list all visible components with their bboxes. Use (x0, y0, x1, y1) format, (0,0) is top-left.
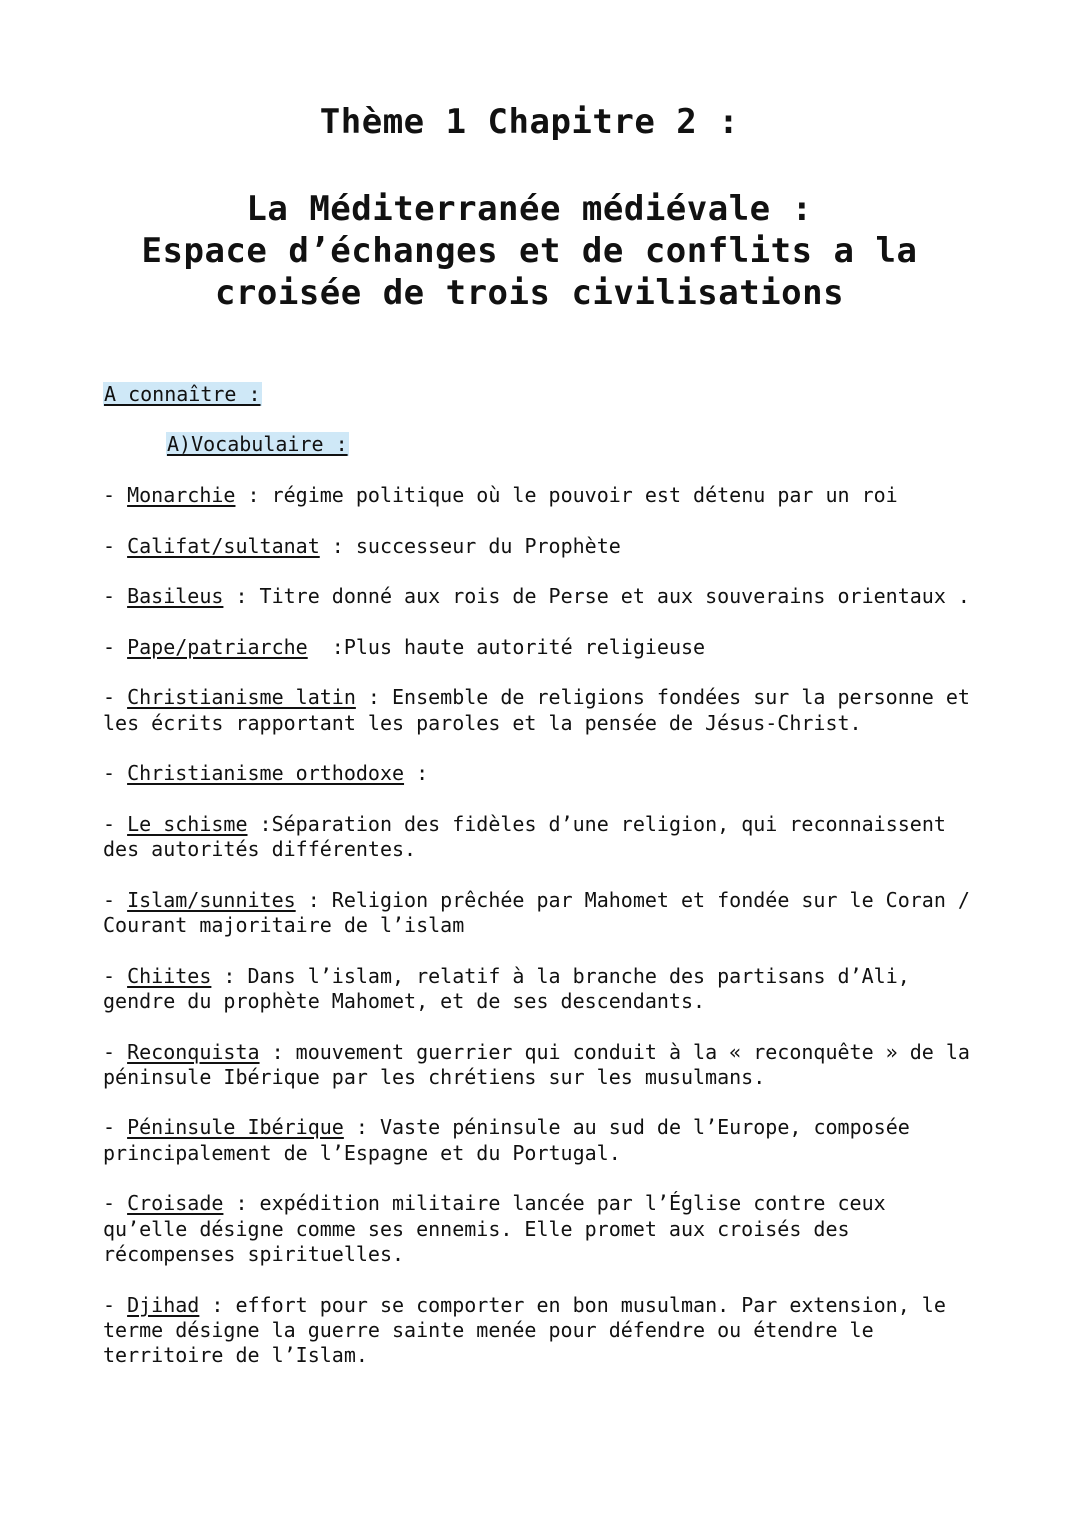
vocab-dash: - (103, 533, 128, 558)
vocab-term: Péninsule Ibérique (127, 1115, 344, 1140)
vocab-dash: - (103, 634, 128, 659)
vocab-definition: : expédition militaire lancée par l’Église contre ceux qu’elle désigne comme ses ennemis. Elle promet aux croisés des récompenses spirituelles. (103, 1191, 886, 1266)
section-heading-text: A connaître : (104, 382, 261, 406)
vocab-term: Califat/sultanat (127, 533, 320, 558)
vocab-dash: - (103, 1115, 128, 1140)
vocabulary-item (103, 685, 973, 736)
chapter-title: Thème 1 Chapitre 2 : (319, 102, 740, 142)
main-title-line: La Méditerranée médiévale : (246, 189, 813, 229)
vocabulary-item (103, 1115, 973, 1166)
vocab-dash: - (103, 1292, 128, 1317)
vocab-definition: : Dans l’islam, relatif à la branche des partisans d’Ali, gendre du prophète Mahomet, et de ses descendants. (103, 963, 910, 1013)
vocab-definition: :Plus haute autorité religieuse (307, 634, 706, 659)
vocab-dash: - (103, 584, 128, 609)
vocab-dash: - (103, 811, 128, 836)
vocabulary-item (103, 964, 973, 1015)
vocab-dash: - (103, 1039, 128, 1064)
vocabulary-item (103, 812, 973, 863)
vocabulary-item (103, 635, 973, 660)
vocabulary-item (103, 761, 973, 786)
vocab-definition: : Vaste péninsule au sud de l’Europe, composée principalement de l’Espagne et du Portugal. (103, 1115, 910, 1165)
subsection-heading-text: A)Vocabulaire : (167, 432, 348, 456)
vocab-dash: - (103, 685, 128, 710)
vocabulary-item (103, 1040, 973, 1091)
vocab-dash: - (103, 1191, 128, 1216)
vocab-definition: : Ensemble de religions fondées sur la personne et les écrits rapportant les paroles et la pensée de Jésus-Christ. (103, 685, 970, 735)
subsection-heading (166, 431, 349, 457)
vocab-term: Le schisme (127, 811, 248, 836)
vocab-term: Monarchie (127, 483, 236, 507)
vocabulary-list (103, 483, 973, 1394)
vocab-definition: : régime politique où le pouvoir est détenu par un roi (235, 483, 898, 507)
vocab-definition: : Religion prêchée par Mahomet et fondée sur le Coran / Courant majoritaire de l’islam (103, 887, 970, 938)
vocab-definition: : mouvement guerrier qui conduit à la « reconquête » de la péninsule Ibérique par les chrétiens sur les musulmans. (103, 1039, 970, 1089)
vocab-term: Christianisme orthodoxe (127, 761, 405, 786)
main-title-line: Espace d’échanges et de conflits a la (141, 231, 918, 271)
vocabulary-item (103, 1191, 973, 1267)
vocab-term: Croisade (127, 1191, 224, 1216)
vocab-dash: - (103, 887, 128, 912)
vocab-definition: : effort pour se comporter en bon musulman. Par extension, le terme désigne la guerre sainte menée pour défendre ou étendre le territoire de l’Islam. (103, 1292, 946, 1368)
section-heading (103, 381, 262, 407)
vocab-dash: - (103, 761, 128, 786)
vocab-definition: : Titre donné aux rois de Perse et aux souverains orientaux . (223, 584, 970, 609)
vocab-definition: : successeur du Prophète (319, 533, 621, 558)
vocab-term: Chiites (127, 963, 212, 988)
vocab-dash: - (103, 483, 128, 507)
vocab-dash: - (103, 963, 128, 988)
vocab-term: Djihad (127, 1292, 200, 1317)
vocabulary-item (103, 1293, 973, 1369)
vocabulary-item (103, 888, 973, 939)
vocabulary-item (103, 483, 973, 508)
vocab-term: Basileus (127, 584, 224, 609)
vocab-term: Reconquista (127, 1039, 260, 1064)
vocab-term: Pape/patriarche (127, 634, 308, 659)
vocab-term: Islam/sunnites (127, 887, 296, 912)
vocabulary-item (103, 584, 973, 609)
vocab-term: Christianisme latin (127, 685, 356, 710)
vocabulary-item (103, 534, 973, 559)
main-title-line: croisée de trois civilisations (214, 273, 845, 313)
main-title (0, 188, 1059, 314)
vocab-definition: : (404, 761, 429, 786)
vocab-definition: :Séparation des fidèles d’une religion, qui reconnaissent des autorités différentes. (103, 811, 946, 862)
